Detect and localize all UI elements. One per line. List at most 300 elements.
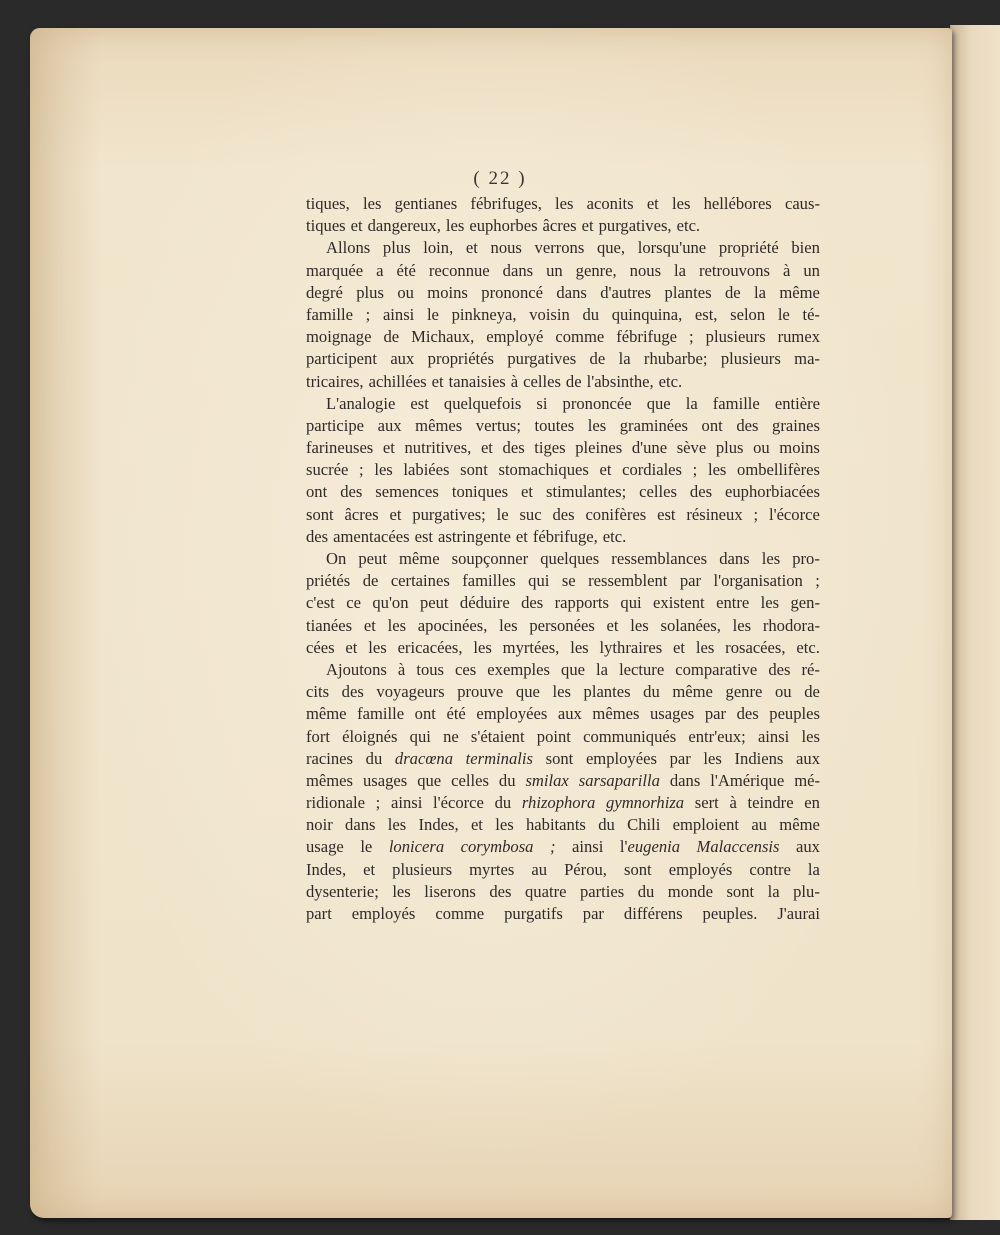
word: Malaccensis (696, 837, 780, 857)
word: éloignés (342, 726, 398, 746)
text-line (306, 615, 820, 637)
word: teindre (747, 793, 794, 813)
word: âcres (542, 216, 577, 236)
body-text (306, 193, 820, 925)
word: dans (669, 770, 701, 790)
text-line (306, 326, 820, 348)
text-line (306, 748, 820, 770)
word: vertus; (475, 415, 521, 435)
word: ou (774, 682, 792, 702)
word: stimulantes; (546, 482, 627, 502)
word: plusieurs (392, 859, 453, 879)
word: dracœna (394, 748, 453, 768)
word: quelquefois (443, 393, 522, 413)
word: sert (694, 793, 719, 813)
word: du (498, 770, 516, 790)
word: ressemblances (611, 549, 708, 568)
word: noir (306, 815, 333, 835)
word: comme (555, 327, 605, 347)
word: propriétés (427, 349, 494, 369)
word: l'eugenia (619, 837, 681, 857)
word: entre (716, 593, 750, 613)
text-line (306, 348, 820, 370)
word: plus (382, 238, 411, 258)
word: usages (650, 704, 695, 724)
word: solanées, (660, 615, 721, 635)
word: priétés (306, 571, 351, 591)
word: et (581, 216, 594, 236)
word: l'écorce (433, 793, 484, 813)
word: et (521, 482, 534, 502)
word: des (306, 526, 329, 546)
word: même (306, 704, 347, 724)
word: cées (306, 637, 335, 657)
word: est (657, 504, 676, 524)
text-line (306, 570, 820, 592)
text-line (306, 881, 820, 903)
word: usages (362, 770, 408, 790)
word: mé- (794, 770, 820, 790)
word: certaines (390, 571, 450, 591)
word: plusieurs (720, 349, 781, 369)
word: quinquina, (611, 304, 683, 324)
word: mêmes (306, 770, 354, 790)
word: de (804, 682, 820, 702)
word: fébrifuge (616, 327, 678, 347)
word: à (397, 659, 406, 679)
word: des (340, 482, 363, 502)
word: monde (667, 881, 713, 901)
word: rhodora- (762, 615, 820, 635)
word: etc. (676, 216, 701, 236)
text-line (306, 282, 820, 304)
word: sont (624, 859, 652, 879)
word: sont (460, 460, 488, 480)
word: les (495, 815, 514, 835)
word: suc (519, 504, 542, 524)
word: famille (712, 393, 760, 413)
word: Indes, (418, 815, 459, 835)
word: ressemblent (588, 571, 668, 591)
word: tiges (534, 438, 566, 458)
word: astringente (438, 526, 511, 546)
word: smilax (525, 770, 569, 790)
word: que (417, 770, 442, 790)
word: prononcé (481, 282, 544, 302)
word: les (695, 637, 715, 657)
word: le (777, 304, 790, 324)
word: des (768, 659, 791, 679)
word: soupçonner (451, 549, 529, 568)
word: tanaisies (448, 371, 506, 391)
word: ont (701, 415, 723, 435)
word: purgatives; (412, 504, 486, 524)
word: employé (486, 327, 544, 347)
word: euphorbes (469, 216, 538, 236)
word: euphorbiacées (725, 482, 820, 502)
word: stomachiques (498, 460, 589, 480)
word: usage (306, 837, 344, 857)
word: que, (596, 238, 626, 258)
text-line (306, 792, 820, 814)
word: employés (668, 859, 733, 879)
word: toniques (451, 482, 509, 502)
word: les (761, 549, 781, 568)
word: aux (377, 415, 402, 435)
word: quelques (540, 549, 600, 568)
word: les (671, 194, 691, 213)
word: retrouvons (699, 260, 770, 280)
word: achillées (368, 371, 427, 391)
word: que (515, 682, 540, 702)
word: des (689, 482, 713, 502)
word: moignage (306, 327, 372, 347)
word: celles (639, 482, 677, 502)
text-line (306, 304, 820, 326)
word: moins (779, 438, 820, 458)
word: etc. (602, 526, 627, 546)
facing-page-edge (950, 25, 1000, 1220)
word: les (368, 637, 387, 657)
word: Chili (627, 815, 661, 835)
word: dans (556, 282, 587, 302)
word: etc. (796, 637, 820, 657)
word: tous (416, 659, 444, 679)
text-line (306, 637, 820, 659)
word: d'une (631, 438, 668, 458)
word: les (703, 748, 722, 768)
word: plu- (793, 881, 820, 901)
word: genre (725, 682, 763, 702)
word: terminalis (465, 748, 533, 768)
text-line (306, 548, 820, 570)
word: sarsaparilla (578, 770, 660, 790)
word: labiées (403, 460, 450, 480)
text-line (306, 459, 820, 481)
word: familles (462, 571, 516, 591)
word: et (389, 504, 402, 524)
word: l'Amérique (710, 770, 785, 790)
word: et (470, 815, 483, 835)
text-line (306, 836, 820, 858)
word: par (679, 571, 702, 591)
word: et (382, 438, 395, 458)
word: aux (796, 837, 820, 857)
word: On (326, 549, 347, 568)
word: dans (502, 260, 534, 280)
word: lecture (619, 659, 665, 679)
word: dangereux, (367, 216, 441, 236)
word: au (751, 815, 767, 835)
word: celles (523, 371, 561, 391)
word: L'analogie (326, 393, 396, 413)
word: aconits (586, 194, 634, 213)
word: lonicera (388, 837, 445, 857)
text-line (306, 371, 820, 393)
word: tricaires, (306, 371, 364, 391)
word: et (673, 637, 686, 657)
word: entr'eux; (688, 726, 746, 746)
word: participent (306, 349, 377, 369)
word: des (552, 504, 575, 524)
text-line (306, 659, 820, 681)
word: cits (306, 682, 330, 702)
word: corymbosa (460, 837, 534, 857)
word: et (431, 371, 444, 391)
word: d'autres (600, 282, 652, 302)
word: de (724, 282, 741, 302)
word: à (783, 260, 791, 280)
word: la (685, 393, 698, 413)
word: purgatives (507, 349, 577, 369)
word: les (387, 615, 407, 635)
word: degré (306, 282, 343, 302)
word: et (480, 438, 493, 458)
word: et (515, 526, 528, 546)
word: les (555, 194, 574, 213)
word: est (414, 526, 434, 546)
word: existent (653, 593, 705, 613)
word: à (729, 793, 737, 813)
word: les (707, 460, 727, 480)
word: apocinées, (417, 615, 488, 635)
word: reconnue (428, 260, 490, 280)
word: tianées (306, 615, 353, 635)
word: graminées (619, 415, 688, 435)
word: de (362, 571, 379, 591)
word: a (376, 260, 384, 280)
word: sont (726, 881, 755, 901)
word: la (596, 659, 609, 679)
word: et (599, 460, 612, 480)
word: les (552, 682, 571, 702)
word: hellébores (703, 194, 772, 213)
word: et (350, 216, 363, 236)
word: etc. (658, 371, 683, 391)
word: dans (719, 549, 750, 568)
word: du (582, 304, 600, 324)
text-line (306, 770, 820, 792)
word: des (521, 593, 544, 613)
word: des (502, 438, 525, 458)
word: propriété (718, 238, 779, 258)
word: rhizophora (521, 793, 596, 813)
word: personées (529, 615, 595, 635)
word: ont (306, 482, 328, 502)
word: purgatives, (598, 216, 672, 236)
word: employées (476, 704, 548, 724)
word: Ajoutons (326, 659, 387, 679)
word: ces (455, 659, 477, 679)
word: un (803, 260, 820, 280)
word: est, (694, 304, 718, 324)
word: ; (549, 837, 556, 857)
word: les (760, 593, 780, 613)
word: exemples (487, 659, 550, 679)
word: et (363, 615, 376, 635)
word: ont (414, 704, 436, 724)
word: les (587, 415, 607, 435)
word: âcres (344, 504, 379, 524)
word: peuples (769, 704, 820, 724)
word: graines (772, 415, 820, 435)
word: prouve (457, 682, 504, 702)
word: myrtées, (502, 637, 560, 657)
word: Allons (326, 238, 371, 258)
word: à (510, 371, 519, 391)
word: du (598, 815, 615, 835)
word: les (392, 881, 411, 901)
word: les (473, 637, 492, 657)
word: par (669, 748, 691, 768)
word: et (465, 238, 478, 258)
text-line (306, 681, 820, 703)
word: dans (345, 815, 376, 835)
word: la (767, 881, 780, 901)
word: l'écorce (768, 504, 820, 524)
word: voisin (529, 304, 570, 324)
word: Pérou, (564, 859, 607, 879)
word: que (561, 659, 585, 679)
text-line (306, 437, 820, 459)
word: les (732, 615, 752, 635)
word: même (672, 682, 713, 702)
word: employées (585, 748, 657, 768)
word: qui (620, 593, 642, 613)
word: entière (774, 393, 820, 413)
word: mêmes (415, 415, 463, 435)
word: Indiens (734, 748, 784, 768)
word: ainsi (390, 793, 423, 813)
word: Indes, (306, 859, 347, 879)
word: ericacées, (397, 637, 463, 657)
word: déduire (459, 593, 510, 613)
word: fort (306, 726, 330, 746)
word: du (637, 881, 655, 901)
word: et (606, 615, 619, 635)
word: ou (397, 282, 414, 302)
word: amentacées (333, 526, 410, 546)
text-line (306, 215, 820, 237)
word: rhubarbe; (643, 349, 708, 369)
text-line (306, 415, 820, 437)
text-line (306, 592, 820, 614)
word: selon (730, 304, 766, 324)
word: rapports (554, 593, 610, 613)
text-line (306, 504, 820, 526)
word: marquée (306, 260, 364, 280)
word: quatre (525, 881, 567, 901)
word: s'étaient (470, 726, 525, 746)
word: lorsqu'une (637, 238, 707, 258)
word: famille (357, 704, 405, 724)
word: nutritives, (404, 438, 472, 458)
word: gen- (790, 593, 820, 613)
word: ; (689, 327, 694, 347)
text-line (306, 481, 820, 503)
word: les (499, 615, 518, 635)
word: et (345, 637, 358, 657)
word: ré- (801, 659, 820, 679)
word: pleines (575, 438, 623, 458)
word: ma- (794, 349, 820, 369)
word: que (646, 393, 671, 413)
text-line (306, 193, 820, 215)
word: les (570, 637, 589, 657)
word: le (496, 504, 509, 524)
word: plus (356, 282, 384, 302)
word: Michaux, (411, 327, 475, 347)
word: l'absinthe, (586, 371, 654, 391)
word: peut (419, 593, 449, 613)
word: du (494, 793, 512, 813)
word: différens (623, 904, 683, 923)
word: comme (435, 904, 485, 923)
word: le (426, 304, 439, 324)
word: communiqués (583, 726, 677, 746)
word: la (807, 859, 820, 879)
word: peuples. (702, 904, 758, 923)
word: résineux (686, 504, 743, 524)
word: des (736, 704, 759, 724)
word: liserons (424, 881, 476, 901)
word: nous (490, 238, 522, 258)
word: J'aurai (777, 904, 820, 923)
word: celles (451, 770, 489, 790)
word: participe (306, 415, 365, 435)
word: ridionale (306, 793, 365, 813)
word: ainsi (757, 726, 790, 746)
word: nous (629, 260, 662, 280)
word: point (536, 726, 571, 746)
word: la (754, 282, 766, 302)
word: peut (358, 549, 387, 568)
word: tiques (306, 216, 346, 236)
word: famille (306, 304, 353, 324)
word: de (383, 327, 400, 347)
word: par (704, 704, 727, 724)
word: ou (753, 438, 770, 458)
word: ; (359, 460, 364, 480)
word: des (736, 415, 759, 435)
word: racines (306, 748, 353, 768)
word: sont (545, 748, 574, 768)
word: si (536, 393, 548, 413)
word: té- (802, 304, 820, 324)
word: qu'on (372, 593, 409, 613)
word: ; (375, 793, 381, 813)
word: du (365, 748, 383, 768)
word: qui (409, 726, 431, 746)
word: bien (791, 238, 820, 258)
word: dysenterie; (306, 881, 379, 901)
word: sont (306, 504, 334, 524)
word: l'organisation (713, 571, 803, 591)
word: loin, (423, 238, 454, 258)
text-line (306, 859, 820, 881)
word: les (374, 460, 393, 480)
word: voyageurs (376, 682, 445, 702)
word: fébrifuge, (532, 526, 598, 546)
word: est (410, 393, 429, 413)
word: ; (692, 460, 698, 480)
word: le (360, 837, 373, 857)
word: aux (796, 748, 820, 768)
word: ; (365, 304, 371, 324)
word: des (341, 682, 364, 702)
word: part (306, 904, 332, 923)
word: et (363, 859, 376, 879)
